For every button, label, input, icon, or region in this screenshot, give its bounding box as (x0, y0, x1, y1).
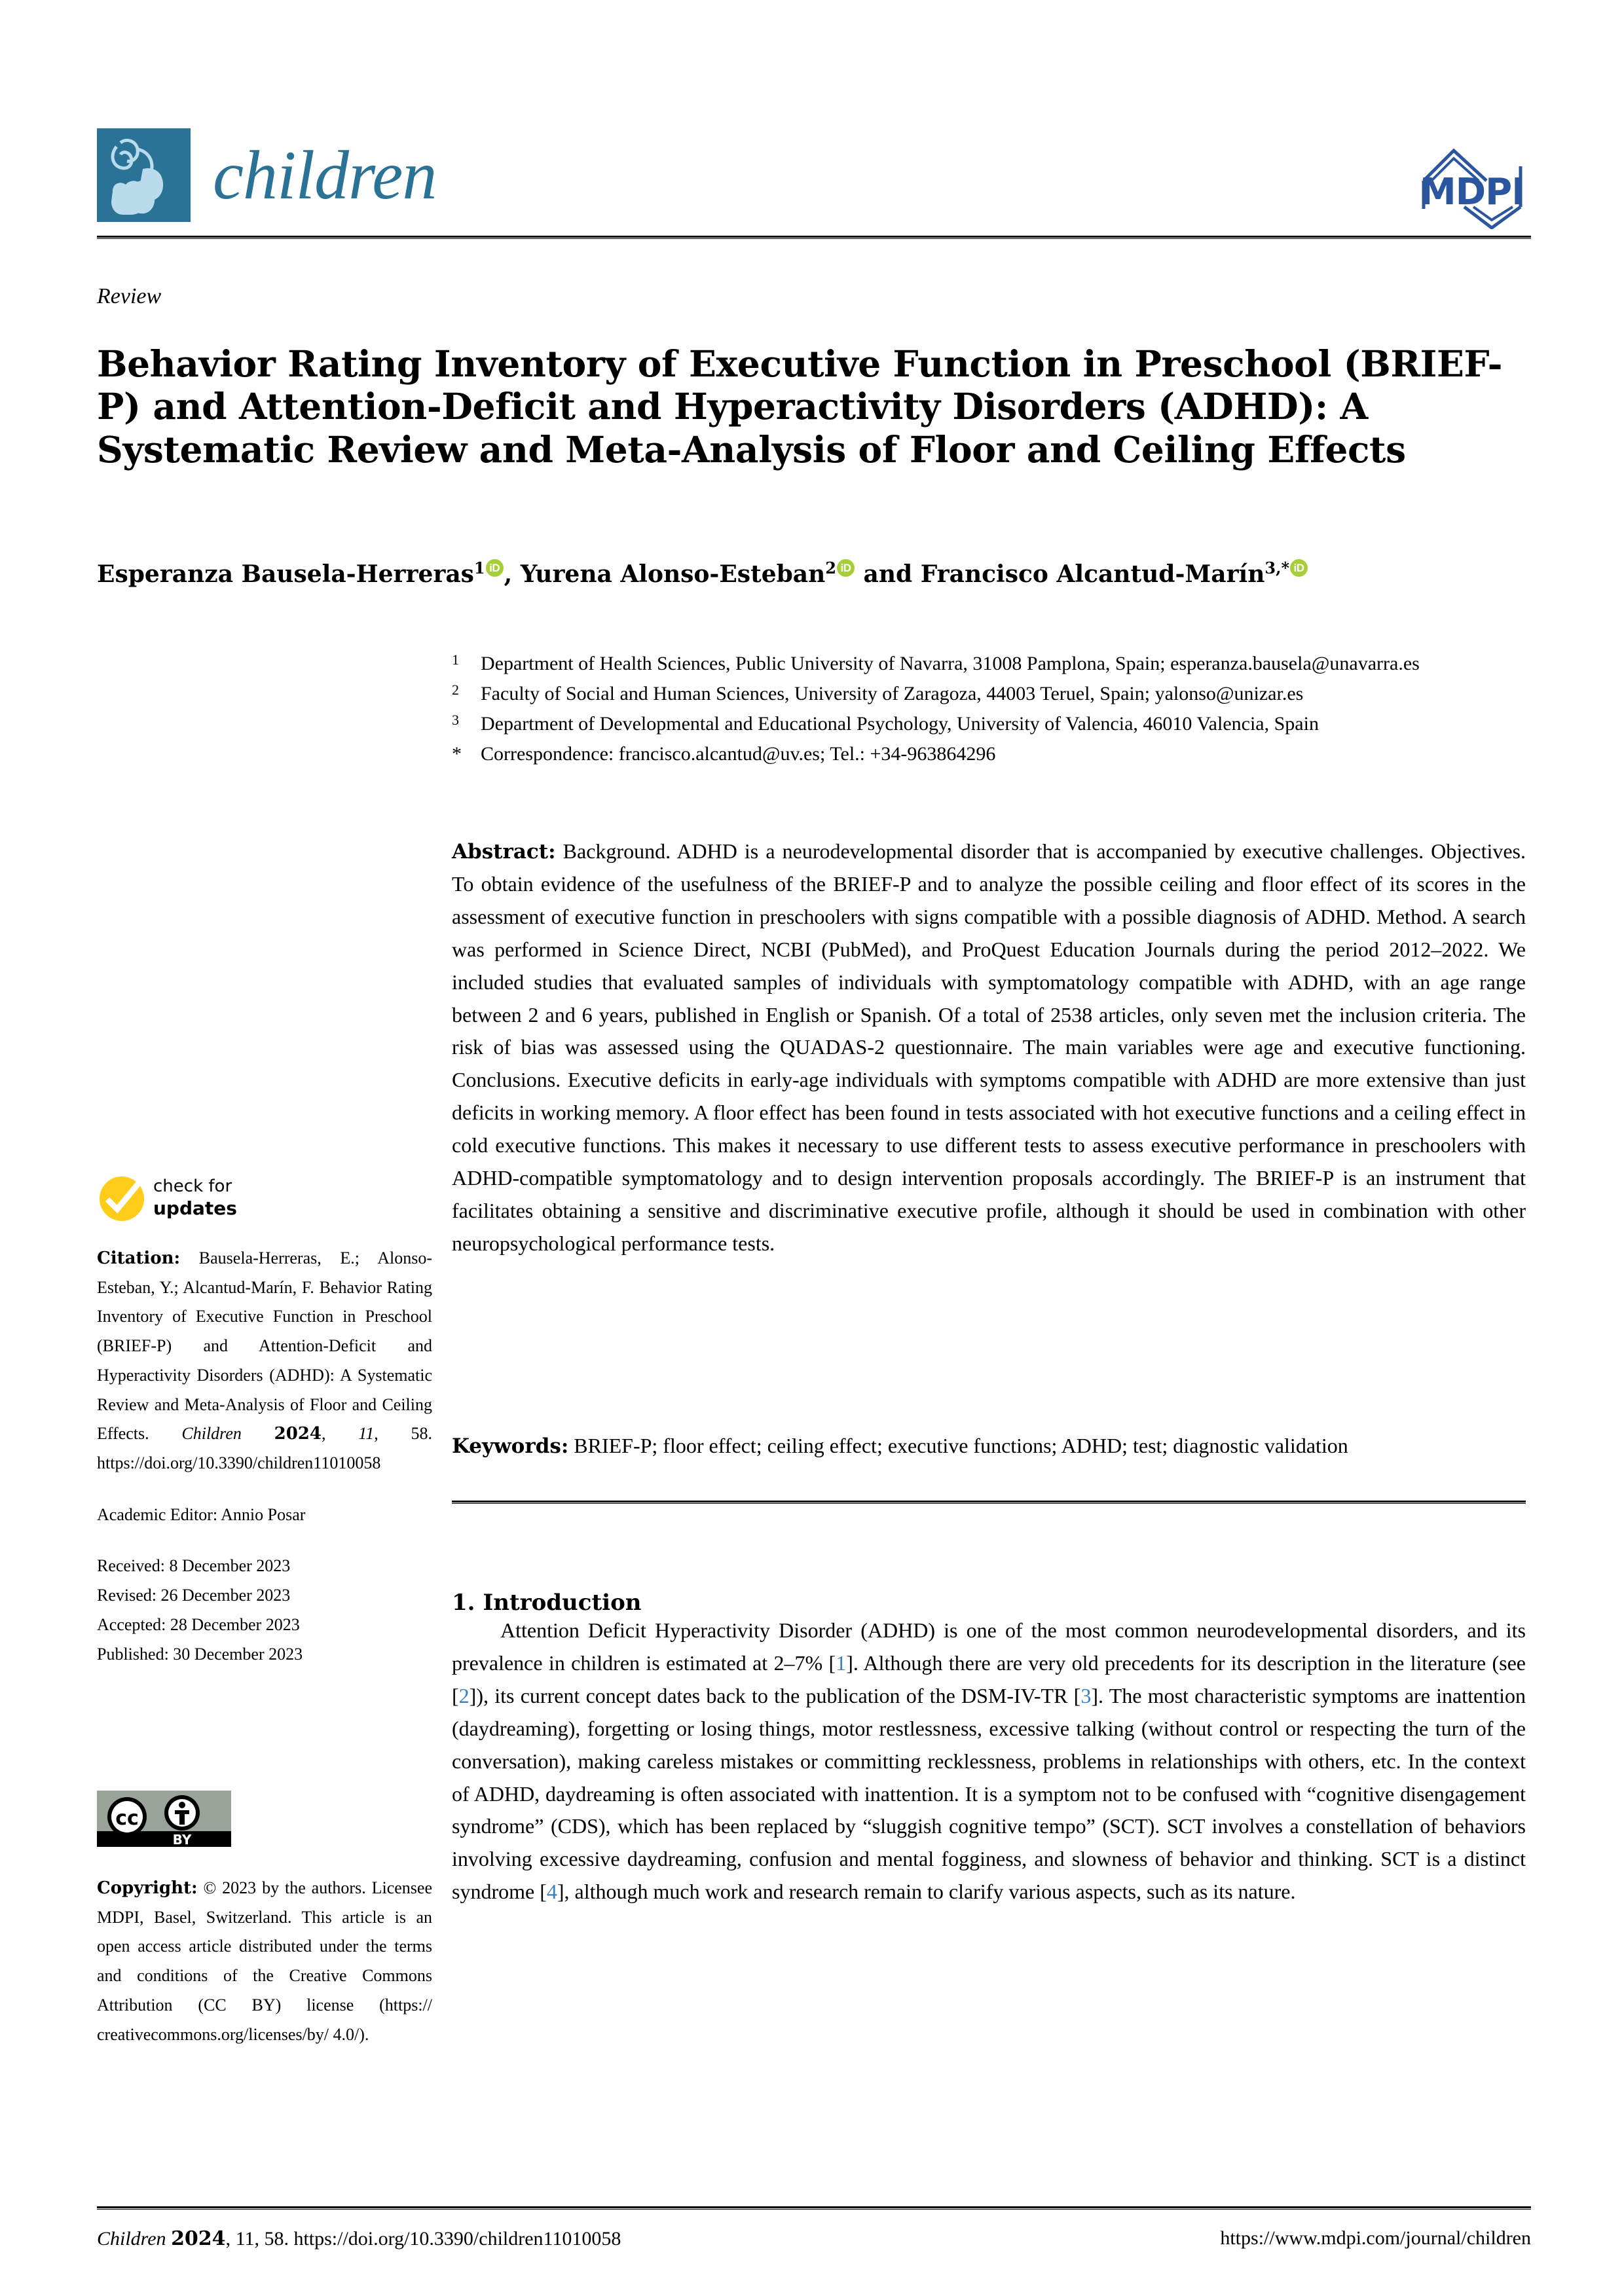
svg-text:BY: BY (172, 1832, 192, 1847)
intro-text-part-5: ], although much work and research remain to clarify various aspects, such as its nature. (557, 1880, 1296, 1904)
affiliation-marker: 1 (452, 651, 459, 668)
children-journal-mark-icon (97, 128, 191, 222)
mdpi-logo-icon (1413, 147, 1531, 229)
author-separator-2: and (855, 560, 921, 588)
revised-date: Revised: 26 December 2023 (97, 1586, 291, 1605)
intro-text-part-1: Attention Deficit Hyperactivity Disorder (ADHD) is one of the most common neurodevelopmental disorders, and its prevalence in children is estimated at 2–7% [ (452, 1618, 1526, 1675)
intro-text-part-3: ]), its current concept dates back to the publication of the DSM-IV-TR [ (469, 1683, 1081, 1707)
author-affil-marker-1: 1 (473, 558, 485, 577)
affiliation-text: Department of Developmental and Educational Psychology, University of Valencia, 46010 Valencia, Spain (481, 713, 1319, 735)
citation-doi[interactable]: https://doi.org/10.3390/children11010058 (97, 1453, 381, 1473)
affiliation-item (452, 710, 1519, 738)
page-title: Behavior Rating Inventory of Executive Function in Preschool (BRIEF-P) and Attention-Deficit and Hyperactivity Disorders (ADHD): A Systematic Review and Meta-Analysis of Floor and Ceiling Effects (97, 342, 1503, 471)
footer-journal: Children (97, 2228, 166, 2250)
citation-ref-4[interactable]: 4 (546, 1880, 557, 1904)
crossmark-label (153, 1176, 237, 1220)
citation-ref-3[interactable]: 3 (1080, 1683, 1092, 1707)
header-divider (97, 236, 1531, 239)
crossmark-badge[interactable] (98, 1175, 268, 1230)
citation-pages: , 58. (374, 1424, 433, 1444)
sidebar-metadata (97, 1244, 432, 1669)
abstract-text: Background. ADHD is a neurodevelopmental disorder that is accompanied by executive challenges. Objectives. To obtain evidence of the usefulness of the BRIEF-P and to analyze the possible ceiling and floor effect of its scores in the assessment of executive function in preschoolers with signs compatible with a possible diagnosis of ADHD. Method. A search was performed in Science Direct, NCBI (PubMed), and ProQuest Education Journals during the period 2012–2022. We included studies that evaluated samples of individuals with symptomatology compatible with ADHD, with an age range between 2 and 6 years, published in English or Spanish. Of a total of 2538 articles, only seven met the inclusion criteria. The risk of bias was assessed using the QUADAS-2 questionnaire. The main variables were age and executive functioning. Conclusions. Executive deficits in early-age individuals with symptoms compatible with ADHD are more extensive than just deficits in working memory. A floor effect has been found in tests associated with hot executive functions and a ceiling effect in cold executive functions. This makes it necessary to use different tests to assess executive performance in preschoolers with ADHD-compatible symptomatology and to design intervention proposals accordingly. The BRIEF-P is an instrument that facilitates obtaining a sensitive and discriminative executive profile, although it should be used in combination with other neuropsychological performance tests. (452, 839, 1526, 1255)
citation-ref-2[interactable]: 2 (458, 1683, 470, 1707)
academic-editor: Academic Editor: Annio Posar (97, 1504, 306, 1524)
crossmark-line-2: updates (153, 1197, 237, 1219)
accepted-date: Accepted: 28 December 2023 (97, 1614, 300, 1634)
received-date: Received: 8 December 2023 (97, 1556, 291, 1576)
intro-text-part-4: ]. The most characteristic symptoms are inattention (daydreaming), forgetting or losing things, motor restlessness, excessive talking (without control or respecting the turn of the conversation), making careless mistakes or committing recklessness, problems in relationships with others, etc. In the context of ADHD, daydreaming is often associated with inattention. It is a symptom not to be confused with “cognitive disengagement syndrome” (CDS), which has been replaced by “sluggish cognitive tempo” (SCT). SCT involves a constellation of behaviors involving excessive daydreaming, confusion and mental fogginess, and slowness of behavior and thinking. SCT is a distinct syndrome [ (452, 1683, 1526, 1904)
citation-ref-1[interactable]: 1 (836, 1650, 847, 1675)
keywords-label: Keywords: (452, 1434, 569, 1458)
author-name-1: Esperanza Bausela-Herreras (97, 560, 474, 588)
orcid-icon[interactable]: iD (1290, 559, 1308, 577)
citation-label: Citation: (97, 1248, 181, 1268)
affiliations-list (452, 649, 1519, 770)
citation-comma: , (321, 1424, 359, 1444)
footer-year: 2024 (171, 2227, 226, 2250)
article-type-label: Review (97, 284, 162, 308)
creative-commons-by-icon[interactable] (97, 1791, 231, 1847)
affiliation-item (452, 649, 1519, 678)
affiliation-text: Faculty of Social and Human Sciences, University of Zaragoza, 44003 Teruel, Spain; yalonso@unizar.es (481, 683, 1304, 705)
section-heading-introduction: 1. Introduction (452, 1590, 642, 1616)
abstract-block (452, 835, 1526, 1260)
affiliation-marker: 3 (452, 712, 459, 729)
citation-authors-title: Bausela-Herreras, E.; Alonso-Esteban, Y.; Alcantud-Marín, F. Behavior Rating Inventory of Executive Function in Preschool (BRIEF-P) and Attention-Deficit and Hyperactivity Disorders (ADHD): A Systematic Review and Meta-Analysis of Floor and Ceiling Effects. (97, 1248, 432, 1444)
svg-text:cc: cc (115, 1807, 139, 1830)
copyright-text: © 2023 by the authors. Licensee MDPI, Basel, Switzerland. This article is an open access article distributed under the terms and conditions of the Creative Commons Attribution (CC BY) license (https:// creativecommons.org/licenses/by/ 4.0/). (97, 1878, 432, 2044)
author-affil-marker-2: 2 (825, 558, 836, 577)
introduction-paragraph (452, 1614, 1526, 1908)
affiliation-item (452, 680, 1519, 708)
footer-journal-url[interactable]: https://www.mdpi.com/journal/children (1220, 2227, 1531, 2249)
author-name-3: Francisco Alcantud-Marín (920, 560, 1265, 588)
citation-space (242, 1424, 274, 1443)
keywords-block (452, 1430, 1526, 1462)
citation-journal: Children (181, 1424, 242, 1444)
svg-text:MDPI: MDPI (1419, 171, 1525, 213)
citation-volume: 11 (358, 1424, 375, 1444)
correspondence-marker: * (452, 743, 462, 765)
orcid-icon[interactable]: iD (486, 559, 504, 577)
copyright-label: Copyright: (97, 1878, 198, 1898)
orcid-icon[interactable]: iD (837, 559, 855, 577)
crossmark-line-1: check for (153, 1176, 232, 1196)
affiliation-marker: 2 (452, 682, 459, 699)
abstract-label: Abstract: (452, 840, 556, 864)
intro-text-part-2: ]. Although there are very old precedents for its description in the literature (see [ (452, 1650, 1526, 1707)
correspondence-item (452, 740, 1519, 769)
affiliation-text: Department of Health Sciences, Public University of Navarra, 31008 Pamplona, Spain; esperanza.bausela@unavarra.es (481, 653, 1420, 674)
citation-block (97, 1244, 432, 1478)
author-name-2: Yurena Alonso-Esteban (520, 560, 826, 588)
keywords-divider (452, 1501, 1526, 1504)
journal-header (97, 128, 1531, 233)
author-separator-1: , (504, 560, 521, 588)
footer-rest: , 11, 58. https://doi.org/10.3390/children11010058 (225, 2228, 621, 2250)
author-affil-marker-3: 3,* (1264, 558, 1289, 577)
citation-year: 2024 (274, 1424, 322, 1444)
footer-space (166, 2228, 172, 2250)
keywords-text: BRIEF-P; floor effect; ceiling effect; executive functions; ADHD; test; diagnostic validation (574, 1434, 1348, 1457)
check-for-updates-icon (98, 1175, 145, 1222)
footer-divider (97, 2206, 1531, 2210)
author-list (97, 558, 1511, 590)
correspondence-text: Correspondence: francisco.alcantud@uv.es; Tel.: +34-963864296 (481, 743, 996, 765)
journal-logo (97, 128, 436, 222)
published-date: Published: 30 December 2023 (97, 1644, 303, 1664)
copyright-block (97, 1874, 432, 2049)
journal-name: children (213, 136, 437, 213)
footer-citation (97, 2227, 621, 2250)
